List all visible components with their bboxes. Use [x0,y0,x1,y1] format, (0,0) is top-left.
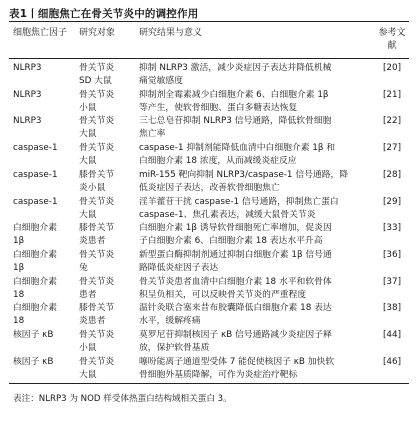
factor-cell-line: 1β [13,236,25,247]
object-cell-line: 炎小鼠 [79,182,106,193]
result-cell-line: 子白细胞介素 6、白细胞介素 18 表达水平升高 [139,236,323,247]
object-cell-line: 骨关节炎 [79,116,115,127]
result-cell-line: 莫罗尼苷抑制核因子 κB 信号通路减少炎症因子释 [139,330,332,340]
factor-cell-line: 核因子 κB [13,356,54,367]
result-cell [139,276,373,302]
object-cell-line: 骨关节炎 [79,143,115,154]
result-cell-line: 焦亡率 [139,129,166,140]
object-cell-line: 大鼠 [79,129,97,140]
factor-cell-line: 白细胞介素 [13,303,57,314]
factor-cell [13,196,77,209]
object-cell-line: 大鼠 [79,156,97,167]
top-rule [9,21,409,22]
object-cell-line: 骨关节炎 [79,276,115,287]
ref-cell: [37] [382,276,402,287]
header-factor [13,27,67,40]
ref-cell: [46] [382,356,402,367]
factor-cell-line: 白细胞介素 [13,276,57,287]
header-ref-text: 参考文献 [378,28,406,51]
factor-cell-line: caspase-1 [13,196,58,207]
object-cell [79,222,137,248]
object-cell-line: 骨关节炎 [79,249,115,260]
object-cell [79,276,137,302]
object-cell-line: 大鼠 [79,369,97,380]
ref-cell: [28] [382,169,402,180]
object-cell [79,115,137,141]
result-cell [139,62,373,88]
result-cell-line: 放，保护软骨基质 [139,343,210,353]
result-cell-line: 低炎症因子表达，改善软骨细胞焦亡 [139,182,280,193]
factor-cell [13,222,77,248]
factor-cell [13,89,77,102]
result-cell [139,356,373,382]
ref-cell: [21] [382,89,402,100]
header-rule [9,58,409,59]
factor-cell-line: caspase-1 [13,169,58,180]
bottom-rule [9,383,409,384]
factor-cell [13,356,77,369]
ref-cell: [27] [382,143,402,154]
factor-cell [13,62,77,75]
object-cell-line: 兔 [79,262,88,273]
result-cell-line: 水平，缓解疼痛 [139,316,201,327]
header-object-text: 研究对象 [79,28,116,38]
header-object [79,27,115,40]
object-cell [79,329,137,355]
header-factor-text: 细胞焦亡因子 [13,28,68,38]
result-cell-line: 骨关节炎患者血清中白细胞介素 18 水平和软骨体 [139,276,332,287]
object-cell [79,249,137,275]
factor-cell-line: 核因子 κB [13,330,54,340]
result-cell-line: 白细胞介素 1β 诱导软骨细胞死亡率增加，促炎因 [139,223,332,234]
object-cell-line: 骨关节炎 [79,89,115,100]
factor-cell [13,249,77,275]
object-cell-line: 骨关节炎 [79,196,115,207]
factor-cell [13,329,77,342]
factor-cell-line: 白细胞介素 [13,249,57,260]
ref-cell: [36] [382,249,402,260]
object-cell-line: 膝骨关节 [79,303,115,314]
result-cell [139,249,373,275]
object-cell [79,142,137,168]
factor-cell-line: 1β [13,262,25,273]
result-cell-line: 噻吩能离子通道型受体 7 能促使核因子 κB 加快软 [139,356,335,367]
object-cell [79,169,137,195]
ref-cell: [33] [382,223,402,234]
result-cell-line: 等产生，使软骨细胞、蛋白多糖表达恢复 [139,102,298,113]
result-cell [139,142,373,168]
result-cell-line: miR-155 靶向抑制 NLRP3/caspase-1 信号通路，降 [139,169,349,180]
result-cell-line: 路降低炎症因子表达 [139,262,219,273]
object-cell-line: 小鼠 [79,343,97,353]
result-cell-line: 骨细胞外基质降解，可作为炎症治疗靶标 [139,369,298,380]
result-cell-line: caspase-1 抑制剂能降低血清中白细胞介素 1β 和 [139,143,336,154]
object-cell [79,196,137,222]
factor-cell [13,169,77,182]
header-ref [378,27,406,53]
factor-cell-line: 18 [13,316,25,327]
result-cell-line: caspase-1、焦孔素表达，减缓大鼠骨关节炎 [139,209,316,220]
factor-cell-line: 18 [13,289,25,300]
table-caption: 表1丨细胞焦亡在骨关节炎中的调控作用 [9,8,199,20]
table-footnote: 表注：NLRP3 为 NOD 样受体热蛋白结构域相关蛋白 3。 [13,394,232,404]
result-cell-line: 抑制剂全霉素减少白细胞介素 6、白细胞介素 1β [139,89,329,100]
result-cell-line: 白细胞介素 18 浓度，从而减缓炎症反应 [139,156,297,167]
header-result [139,27,202,40]
factor-cell-line: NLRP3 [13,63,42,73]
factor-cell [13,276,77,302]
result-cell-line: 新型蛋白酶抑制剂通过抑制白细胞介素 1β 信号通 [139,249,332,260]
factor-cell [13,115,77,128]
object-cell-line: 膝骨关节 [79,169,115,180]
result-cell [139,329,373,355]
header-result-text: 研究结果与意义 [139,28,203,38]
result-cell-line: 温针灸联合塞来昔布胶囊降低白细胞介素 18 表达 [139,303,332,314]
ref-cell: [38] [382,303,402,314]
object-cell [79,356,137,382]
result-cell-line: 积呈负相关，可以反映骨关节炎的严重程度 [139,289,307,300]
ref-cell: [29] [382,196,402,207]
object-cell [79,302,137,328]
factor-cell-line: NLRP3 [13,116,42,127]
result-cell [139,302,373,328]
object-cell-line: 膝骨关节 [79,223,115,234]
result-cell [139,222,373,248]
result-cell [139,169,373,195]
ref-cell: [44] [382,330,402,340]
result-cell-line: 抑制 NLRP3 激活，减少炎症因子表达并降低机械 [139,63,332,73]
result-cell [139,89,373,115]
object-cell [79,62,137,88]
object-cell-line: 大鼠 [79,209,97,220]
factor-cell-line: 白细胞介素 [13,223,57,234]
object-cell-line: 患者 [79,289,97,300]
object-cell-line: 炎患者 [79,236,106,247]
ref-cell: [22] [382,116,402,127]
factor-cell-line: NLRP3 [13,89,42,100]
factor-cell [13,302,77,328]
result-cell-line: 淫羊藿苷干扰 caspase-1 信号通路，抑制焦亡蛋白 [139,196,339,207]
result-cell-line: 痛觉敏感度 [139,76,183,86]
object-cell-line: 小鼠 [79,102,97,113]
object-cell-line: SD 大鼠 [79,76,112,86]
result-cell [139,115,373,141]
ref-cell: [20] [382,63,402,73]
result-cell-line: 三七总皂苷抑制 NLRP3 信号通路，降低软骨细胞 [139,116,332,127]
object-cell-line: 骨关节炎 [79,356,115,367]
object-cell [79,89,137,115]
factor-cell-line: caspase-1 [13,143,58,154]
result-cell [139,196,373,222]
object-cell-line: 骨关节炎 [79,330,115,340]
object-cell-line: 炎患者 [79,316,106,327]
object-cell-line: 骨关节炎 [79,63,115,73]
factor-cell [13,142,77,155]
